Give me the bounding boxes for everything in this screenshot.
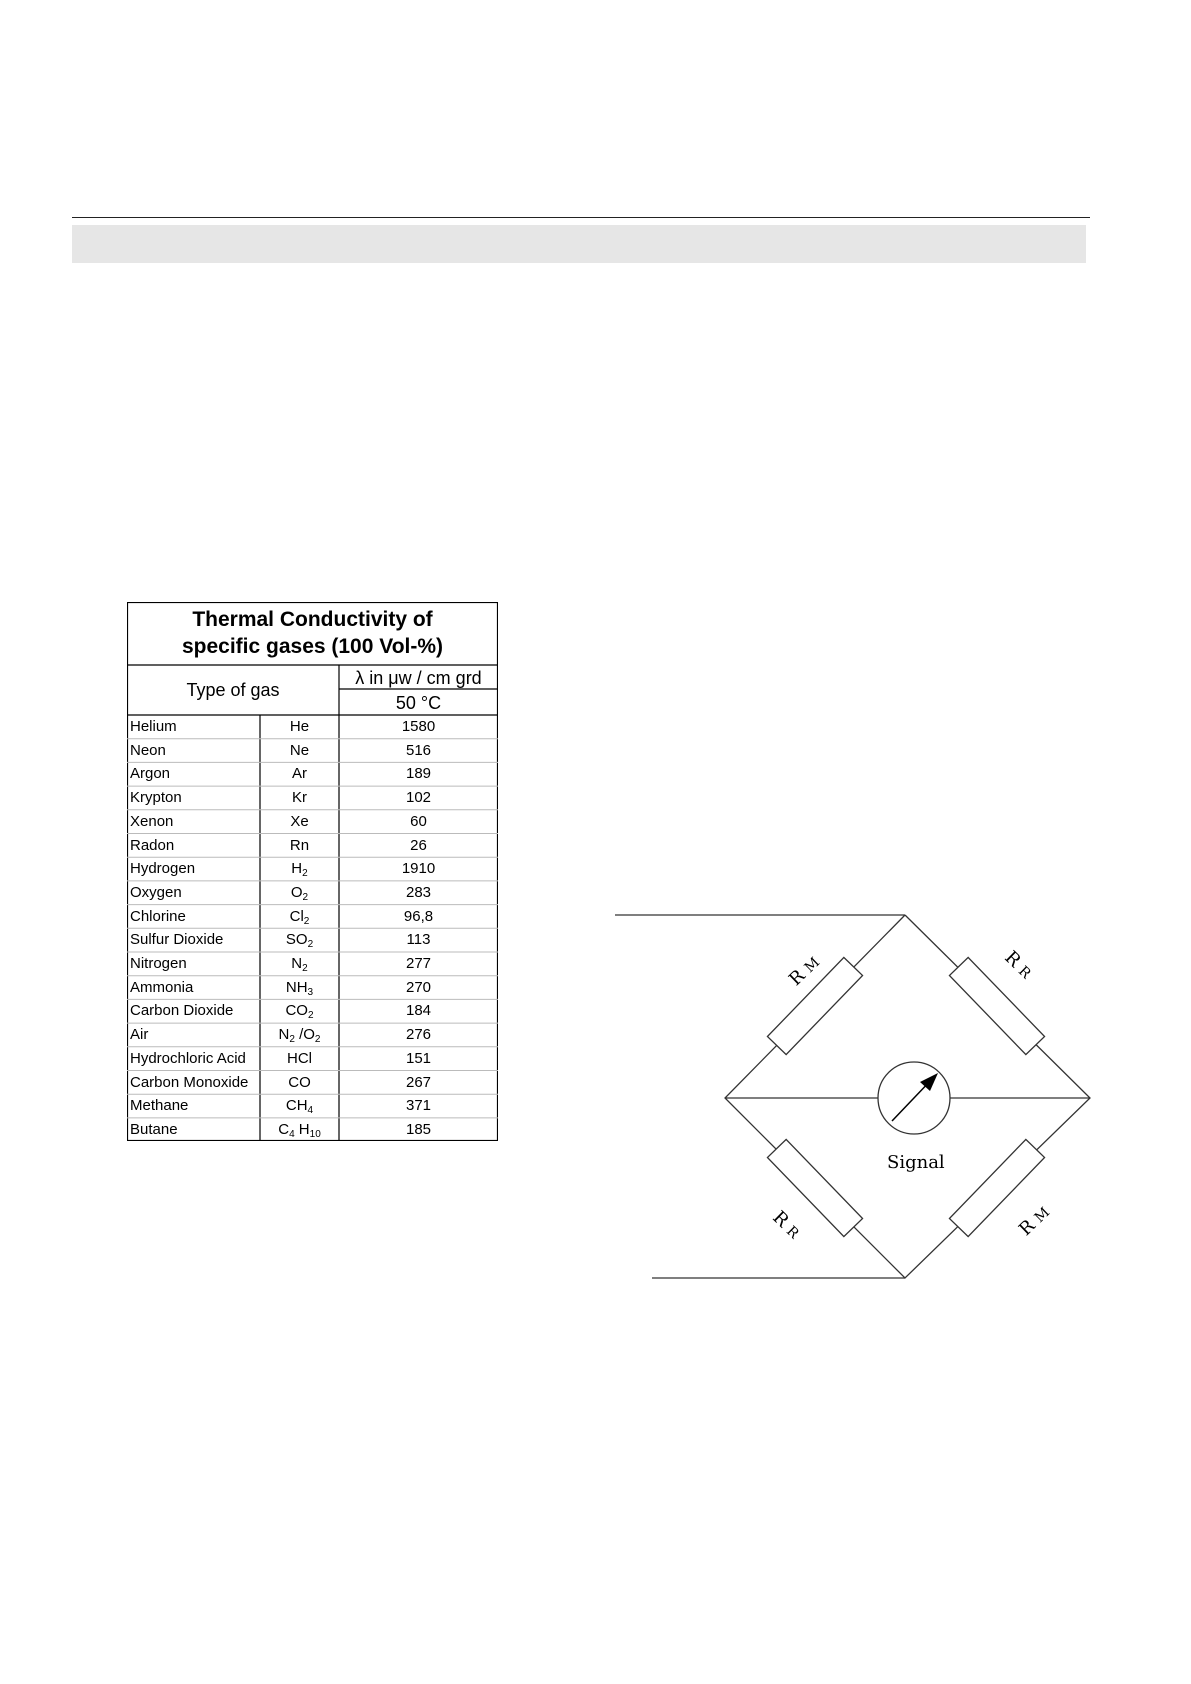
header-lambda: λ in μw / cm grd bbox=[355, 668, 482, 688]
gas-name: Ammonia bbox=[130, 978, 194, 996]
conductivity-value: 102 bbox=[405, 789, 432, 807]
gas-formula: $NH_3$ bbox=[285, 978, 314, 998]
conductivity-value: 267 bbox=[405, 1073, 432, 1091]
header-rule bbox=[72, 217, 1090, 218]
table-title-line2: specific gases (100 Vol-%) bbox=[181, 635, 444, 658]
table-title-line1: Thermal Conductivity of bbox=[192, 608, 433, 631]
gas-name: Hydrogen bbox=[130, 860, 196, 878]
gas-name: Xenon bbox=[130, 812, 174, 830]
gas-formula: CO bbox=[288, 1073, 311, 1091]
gas-formula: $CH_4$ bbox=[285, 1097, 314, 1117]
conductivity-value: 371 bbox=[405, 1097, 432, 1115]
gas-name: Radon bbox=[130, 836, 175, 854]
gas-formula: $SO_2$ bbox=[285, 931, 314, 951]
gas-formula: $N_2$ $/O_2$ bbox=[278, 1026, 321, 1046]
conductivity-value: 151 bbox=[405, 1049, 432, 1067]
header-temperature: 50 °C bbox=[395, 693, 442, 713]
gas-name: Sulfur Dioxide bbox=[130, 931, 224, 949]
gas-name: Carbon Monoxide bbox=[130, 1073, 249, 1091]
header-band bbox=[72, 225, 1086, 263]
gas-formula: $N_2$ bbox=[291, 955, 308, 974]
conductivity-value: 276 bbox=[405, 1026, 432, 1044]
gas-formula: Kr bbox=[292, 789, 307, 807]
conductivity-value: 1910 bbox=[401, 860, 436, 878]
gas-name: Helium bbox=[130, 718, 177, 735]
gas-formula: Ne bbox=[289, 741, 310, 759]
signal-label: Signal bbox=[887, 1152, 945, 1173]
gas-formula: $H_2$ bbox=[291, 860, 308, 880]
bridge-diagram bbox=[615, 905, 1095, 1285]
gas-formula: HCl bbox=[287, 1049, 312, 1067]
thermal-conductivity-table bbox=[127, 602, 498, 1141]
conductivity-value: 60 bbox=[410, 812, 427, 830]
conductivity-value: 189 bbox=[405, 765, 432, 783]
gas-name: Hydrochloric Acid bbox=[130, 1049, 246, 1067]
conductivity-value: 96,8 bbox=[403, 907, 434, 925]
gas-name: Methane bbox=[130, 1097, 189, 1115]
gas-name: Argon bbox=[130, 765, 171, 783]
gas-name: Nitrogen bbox=[130, 955, 187, 972]
conductivity-value: 277 bbox=[405, 955, 432, 972]
gas-name: Krypton bbox=[130, 789, 182, 807]
gas-formula: Xe bbox=[290, 812, 309, 830]
conductivity-value: 185 bbox=[405, 1120, 432, 1138]
gas-name: Chlorine bbox=[130, 907, 186, 925]
conductivity-value: 26 bbox=[410, 836, 427, 854]
gas-formula: $C_4$ $H_{10}$ bbox=[278, 1120, 321, 1140]
gas-name: Carbon Dioxide bbox=[130, 1002, 234, 1020]
header-type-of-gas: Type of gas bbox=[186, 680, 280, 700]
gas-formula: He bbox=[289, 718, 310, 735]
conductivity-value: 270 bbox=[405, 978, 432, 996]
gas-formula: $CO_2$ bbox=[285, 1002, 314, 1022]
gas-name: Air bbox=[130, 1026, 149, 1044]
gas-formula: $Cl_2$ bbox=[289, 907, 310, 927]
resistor-label-top-left: R M bbox=[785, 954, 824, 991]
conductivity-value: 283 bbox=[405, 883, 432, 901]
resistor-label-bottom-right: R M bbox=[1015, 1204, 1054, 1241]
gas-formula: $O_2$ bbox=[290, 883, 309, 903]
resistor-label-top-right: R R bbox=[1000, 947, 1034, 983]
gas-name: Oxygen bbox=[130, 883, 182, 901]
conductivity-value: 184 bbox=[405, 1002, 432, 1020]
conductivity-value: 516 bbox=[405, 741, 432, 759]
gas-name: Butane bbox=[130, 1120, 178, 1138]
gas-name: Neon bbox=[130, 741, 166, 759]
conductivity-value: 1580 bbox=[401, 718, 436, 735]
conductivity-value: 113 bbox=[406, 931, 431, 949]
gas-formula: Ar bbox=[292, 765, 307, 783]
gas-formula: Rn bbox=[289, 836, 310, 854]
resistor-label-bottom-left: R R bbox=[768, 1207, 802, 1243]
meter-arrow-icon bbox=[878, 1062, 950, 1134]
